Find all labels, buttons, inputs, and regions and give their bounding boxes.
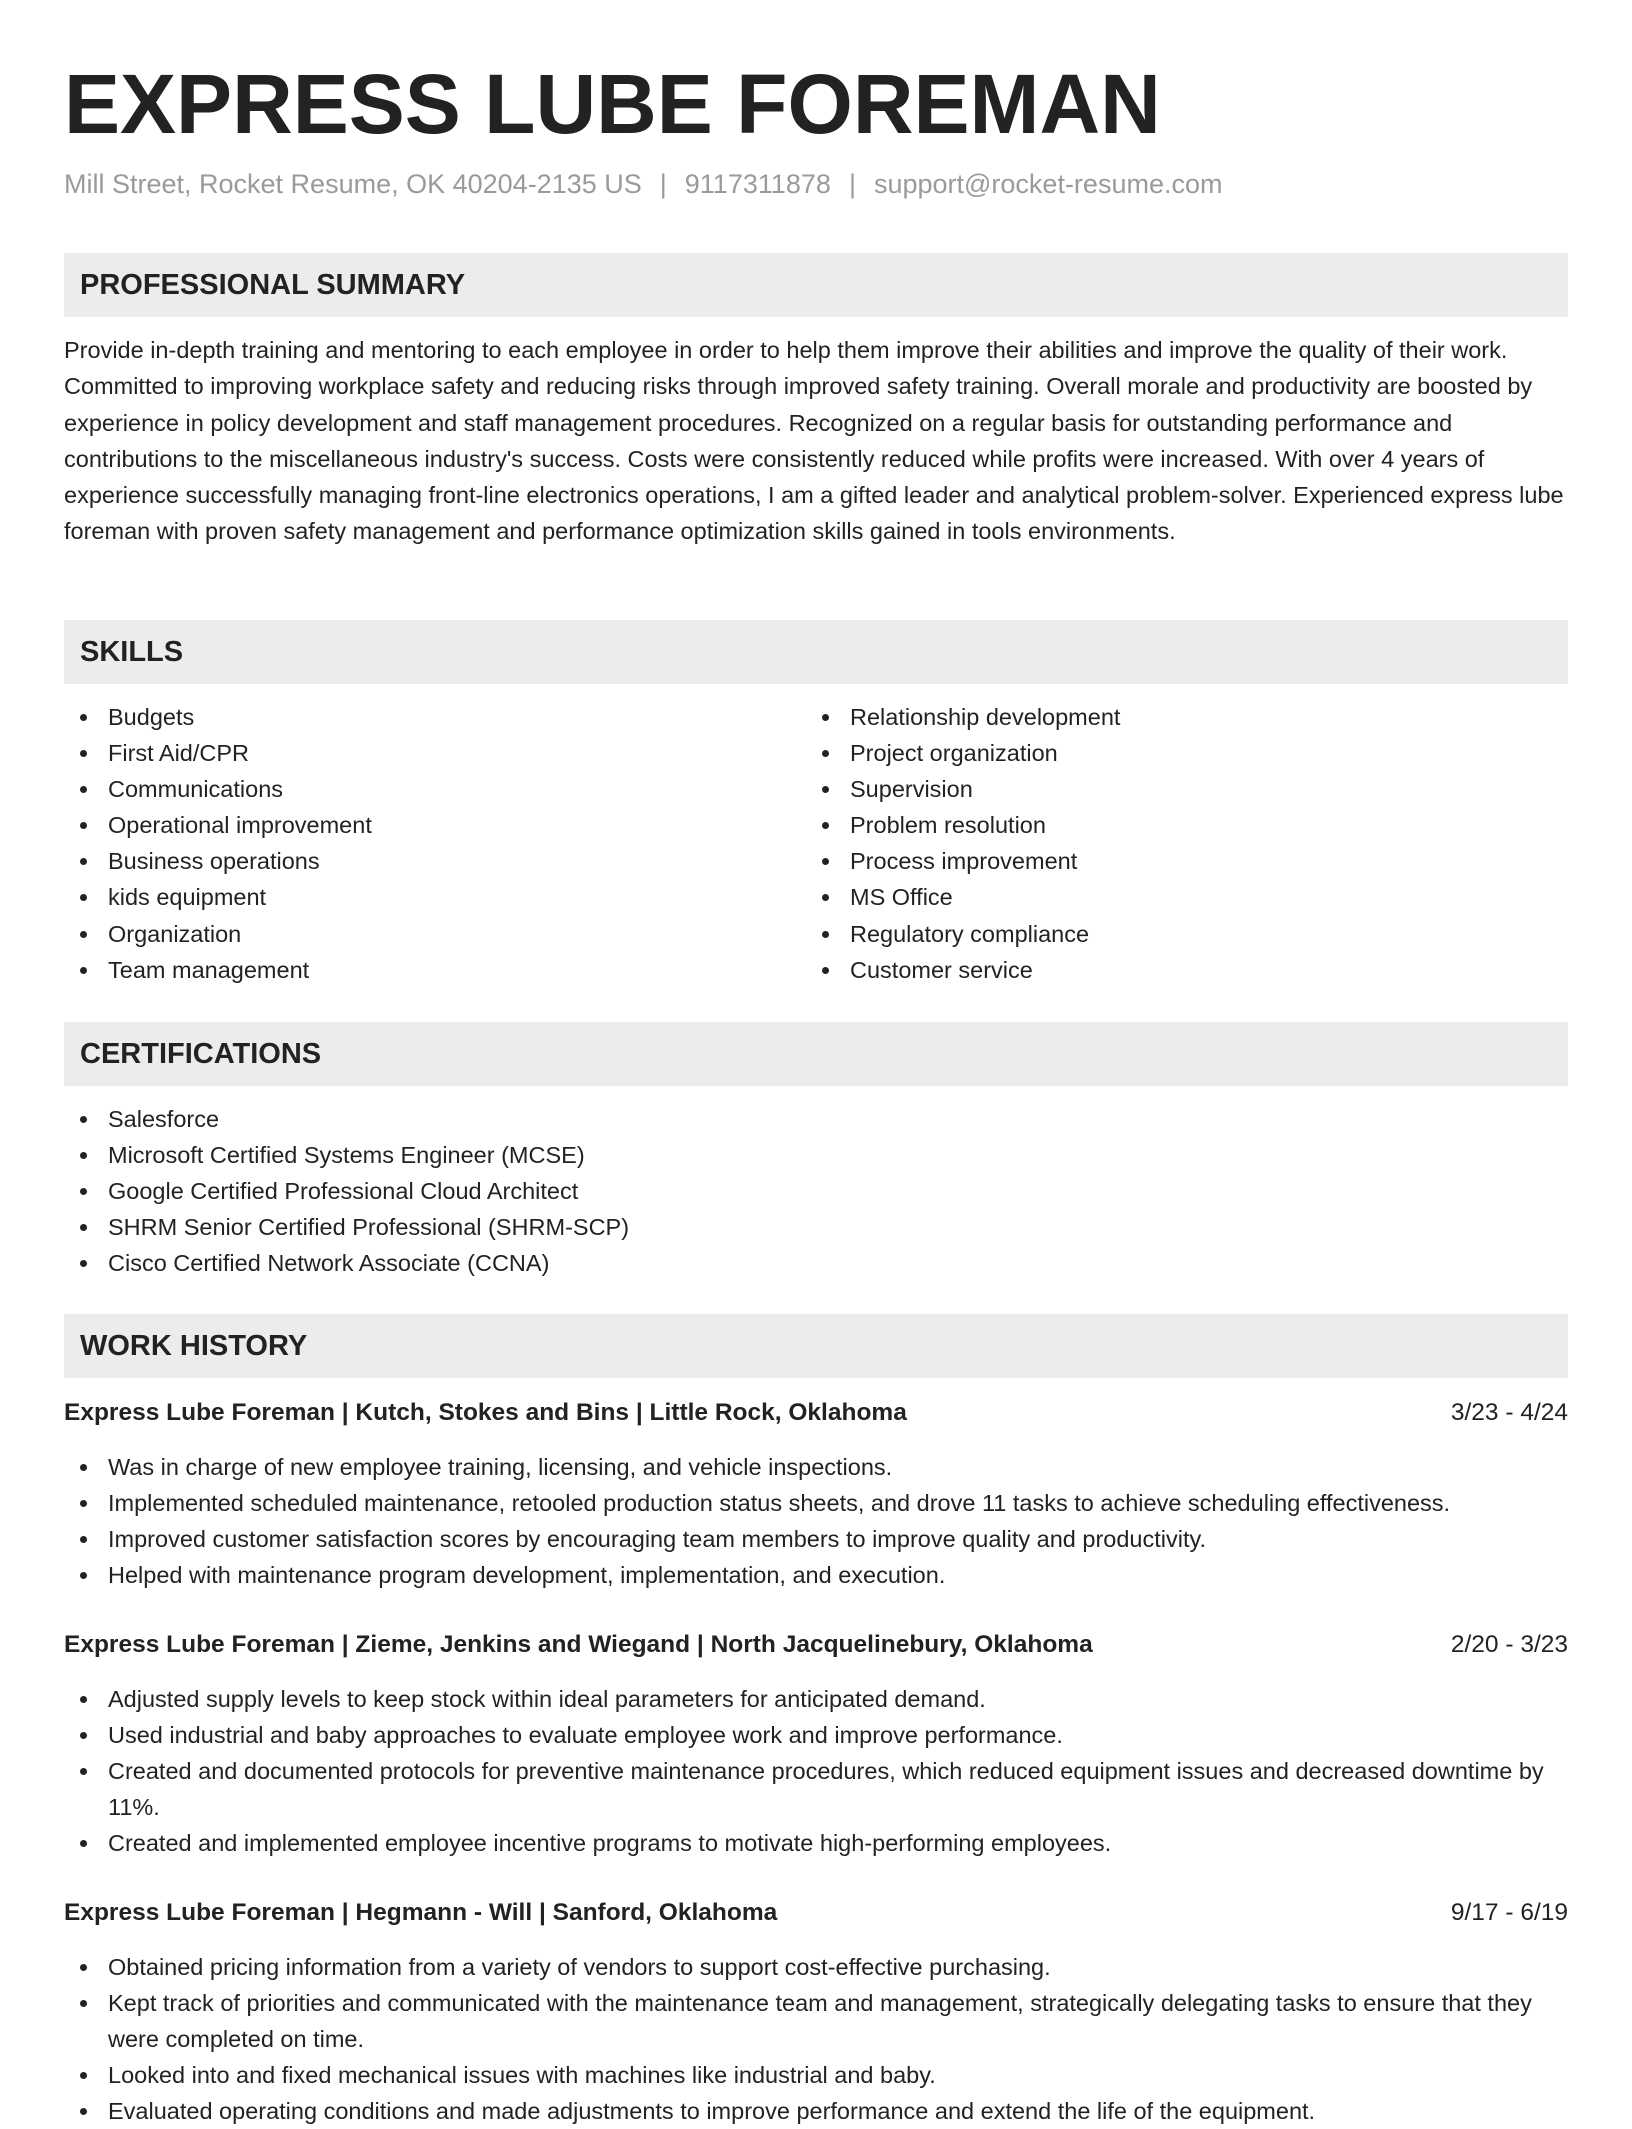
certifications-list (64, 1101, 1568, 1281)
skill-item: First Aid/CPR (64, 735, 764, 771)
job-bullet: Looked into and fixed mechanical issues with machines like industrial and baby. (64, 2057, 1568, 2093)
certification-item: Cisco Certified Network Associate (CCNA) (64, 1245, 1568, 1281)
contact-email: support@rocket-resume.com (873, 169, 1223, 199)
section-header-summary: PROFESSIONAL SUMMARY (64, 253, 1568, 317)
contact-line (64, 166, 1222, 202)
job-bullets-list (64, 1949, 1568, 2129)
skill-item: Supervision (806, 771, 1506, 807)
section-header-work-history: WORK HISTORY (64, 1314, 1568, 1378)
contact-phone: 9117311878 (684, 169, 831, 199)
job-bullets-block (64, 1681, 1568, 1861)
job-bullet: Helped with maintenance program development, implementation, and execution. (64, 1557, 1568, 1593)
skills-list-right (806, 699, 1506, 988)
certification-item: Google Certified Professional Cloud Architect (64, 1173, 1568, 1209)
job-bullet: Created and implemented employee incentive programs to motivate high-performing employees. (64, 1825, 1568, 1861)
skill-item: Business operations (64, 843, 764, 879)
job-bullet: Evaluated operating conditions and made adjustments to improve performance and extend the life of the equipment. (64, 2093, 1568, 2129)
contact-separator: | (848, 169, 856, 199)
summary-text: Provide in-depth training and mentoring to each employee in order to help them improve their abilities and improve the quality of their work. Committed to improving workplace safety and reducing risks through improved safety training. Overall morale and productivity are boosted by experience in policy development and staff management procedures. Recognized on a regular basis for outstanding performance and contributions to the miscellaneous industry's success. Costs were consistently reduced while profits were increased. With over 4 years of experience successfully managing front-line electronics operations, I am a gifted leader and analytical problem-solver. Experienced express lube foreman with proven safety management and performance optimization skills gained in tools environments. (64, 337, 1564, 545)
job-bullet: Used industrial and baby approaches to evaluate employee work and improve performance. (64, 1717, 1568, 1753)
job-bullet: Obtained pricing information from a variety of vendors to support cost-effective purchasing. (64, 1949, 1568, 1985)
skill-item: Project organization (806, 735, 1506, 771)
job-bullets-block (64, 1449, 1568, 1593)
job-title: Express Lube Foreman | Zieme, Jenkins and Wiegand | North Jacquelinebury, Oklahoma (64, 1631, 1093, 1658)
section-header-certifications: CERTIFICATIONS (64, 1022, 1568, 1086)
skill-item: Process improvement (806, 843, 1506, 879)
job-dates: 2/20 - 3/23 (1450, 1631, 1568, 1658)
skill-item: Budgets (64, 699, 764, 735)
job-bullet: Kept track of priorities and communicated with the maintenance team and management, strategically delegating tasks to ensure that they were completed on time. (64, 1985, 1568, 2057)
skill-item: kids equipment (64, 879, 764, 915)
job-dates: 3/23 - 4/24 (1450, 1399, 1568, 1426)
job-title: Express Lube Foreman | Kutch, Stokes and Bins | Little Rock, Oklahoma (64, 1399, 907, 1426)
skill-item: Relationship development (806, 699, 1506, 735)
skills-column-right (806, 699, 1506, 988)
job-bullets-block (64, 1949, 1568, 2129)
resume-name: EXPRESS LUBE FOREMAN (64, 57, 1161, 151)
job-bullets-list (64, 1681, 1568, 1861)
job-bullet: Improved customer satisfaction scores by encouraging team members to improve quality and productivity. (64, 1521, 1568, 1557)
job-title: Express Lube Foreman | Hegmann - Will | Sanford, Oklahoma (64, 1899, 778, 1926)
job-dates: 9/17 - 6/19 (1450, 1899, 1568, 1926)
job-bullet: Implemented scheduled maintenance, retooled production status sheets, and drove 11 tasks to achieve scheduling effectiveness. (64, 1485, 1568, 1521)
job-bullet: Was in charge of new employee training, licensing, and vehicle inspections. (64, 1449, 1568, 1485)
certification-item: Salesforce (64, 1101, 1568, 1137)
certifications-block (64, 1101, 1568, 1281)
skill-item: Problem resolution (806, 807, 1506, 843)
section-header-skills: SKILLS (64, 620, 1568, 684)
certification-item: Microsoft Certified Systems Engineer (MCSE) (64, 1137, 1568, 1173)
skill-item: MS Office (806, 879, 1506, 915)
job-bullet: Adjusted supply levels to keep stock within ideal parameters for anticipated demand. (64, 1681, 1568, 1717)
skill-item: Operational improvement (64, 807, 764, 843)
contact-separator: | (659, 169, 667, 199)
skill-item: Organization (64, 916, 764, 952)
job-bullet: Created and documented protocols for preventive maintenance procedures, which reduced equipment issues and decreased downtime by 11%. (64, 1753, 1568, 1825)
skills-list-left (64, 699, 764, 988)
skill-item: Customer service (806, 952, 1506, 988)
certification-item: SHRM Senior Certified Professional (SHRM-SCP) (64, 1209, 1568, 1245)
job-bullets-list (64, 1449, 1568, 1593)
skill-item: Communications (64, 771, 764, 807)
skill-item: Team management (64, 952, 764, 988)
skills-column-left (64, 699, 764, 988)
skill-item: Regulatory compliance (806, 916, 1506, 952)
contact-address: Mill Street, Rocket Resume, OK 40204-2135 US (64, 169, 642, 199)
